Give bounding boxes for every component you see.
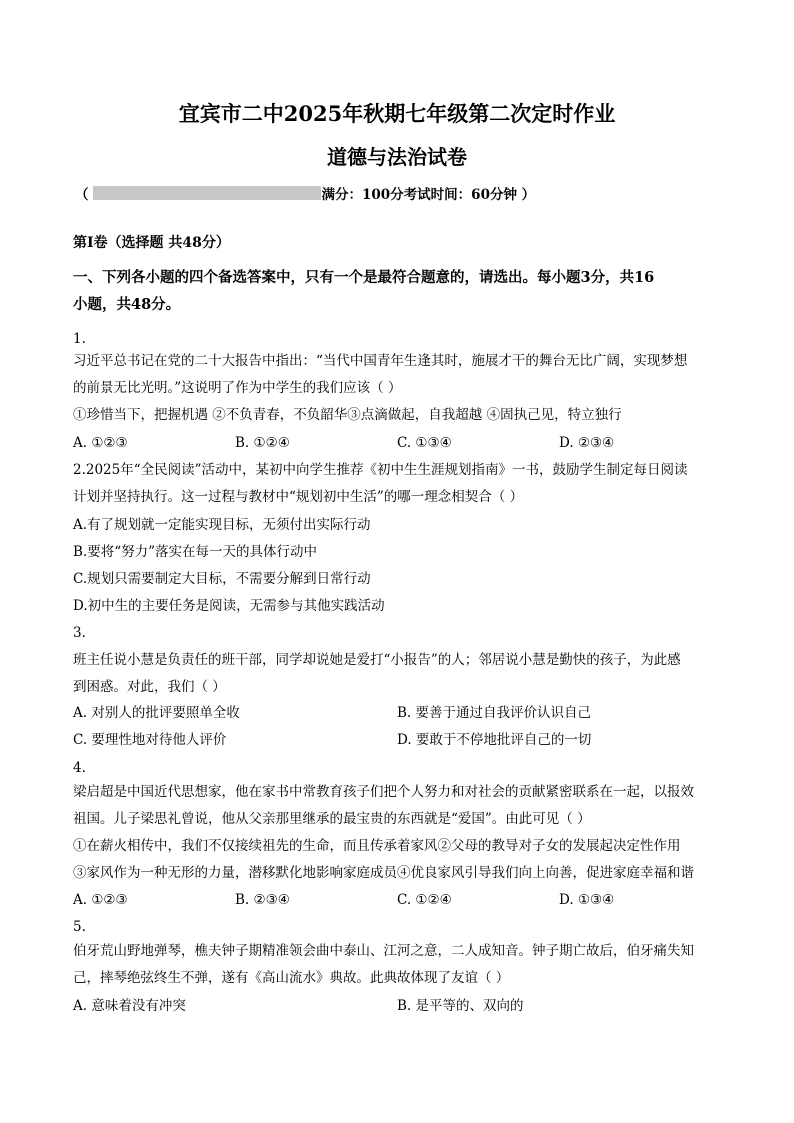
question-stem-line: 的前景无比光明。”这说明了作为中学生的我们应该（ ） bbox=[73, 380, 402, 396]
question-stem-line: 到困惑。对此，我们（ ） bbox=[73, 679, 226, 695]
option-a: A.有了规划就一定能实现目标，无须付出实际行动 bbox=[73, 517, 371, 533]
option-a: A. 意味着没有冲突 bbox=[73, 998, 186, 1014]
question-number: 3. bbox=[73, 625, 86, 641]
question-stem-line: ①珍惜当下，把握机遇 ②不负青春，不负韶华③点滴做起，自我超越 ④固执己见，特立独行 bbox=[73, 407, 622, 423]
section-instruction-line2: 小题，共48分。 bbox=[73, 296, 181, 313]
question-stem-line: 班主任说小慧是负责任的班干部，同学却说她是爱打“小报告”的人；邻居说小慧是勤快的孩子，为此感 bbox=[73, 652, 681, 668]
redacted-block bbox=[93, 186, 321, 200]
exam-info-line bbox=[75, 183, 535, 203]
question-number: 4. bbox=[73, 760, 86, 776]
option-a: A. ①②③ bbox=[73, 435, 128, 451]
option-d: D. ②③④ bbox=[559, 435, 615, 451]
question-stem-line: 己，摔琴绝弦终生不弹，遂有《高山流水》典故。此典故体现了友谊（ ） bbox=[73, 970, 510, 986]
question-stem-line: ①在薪火相传中，我们不仅接续祖先的生命，而且传承着家风②父母的教导对子女的发展起决定性作用 bbox=[73, 838, 681, 854]
exam-subtitle: 道德与法治试卷 bbox=[327, 145, 467, 169]
option-a: A. ①②③ bbox=[73, 892, 128, 908]
question-stem-line: ③家风作为一种无形的力量，潜移默化地影响家庭成员④优良家风引导我们向上向善，促进家庭幸福和谐 bbox=[73, 865, 694, 881]
option-b: B.要将“努力”落实在每一天的具体行动中 bbox=[73, 544, 318, 560]
info-open-paren: （ bbox=[75, 187, 89, 203]
option-d: D. ①③④ bbox=[559, 892, 615, 908]
option-c: C. ①②④ bbox=[397, 892, 452, 908]
exam-title: 宜宾市二中2025年秋期七年级第二次定时作业 bbox=[178, 101, 616, 126]
section-title: 第Ⅰ卷（选择题 共48分） bbox=[73, 235, 230, 251]
question-stem-line: 计划并坚持执行。这一过程与教材中“规划初中生活”的哪一理念相契合（ ） bbox=[73, 489, 524, 505]
option-d: D.初中生的主要任务是阅读，无需参与其他实践活动 bbox=[73, 598, 385, 614]
option-b: B. ②③④ bbox=[235, 892, 290, 908]
option-a: A. 对别人的批评要照单全收 bbox=[73, 705, 240, 721]
question-number: 5. bbox=[73, 919, 86, 935]
option-c: C. ①③④ bbox=[397, 435, 452, 451]
section-instruction-line1: 一、下列各小题的四个备选答案中，只有一个是最符合题意的，请选出。每小题3分，共16 bbox=[73, 269, 655, 286]
question-stem-line: 伯牙荒山野地弹琴，樵夫钟子期精准领会曲中泰山、江河之意，二人成知音。钟子期亡故后，伯牙痛失知 bbox=[73, 943, 694, 959]
option-b: B. 是平等的、双向的 bbox=[397, 998, 524, 1014]
question-stem-line: 梁启超是中国近代思想家，他在家书中常教育孩子们把个人努力和对社会的贡献紧密联系在一起，以报效 bbox=[73, 784, 694, 800]
question-stem-line: 祖国。儿子梁思礼曾说，他从父亲那里继承的最宝贵的东西就是“爱国”。由此可见（ ） bbox=[73, 811, 591, 827]
option-c: C.规划只需要制定大目标，不需要分解到日常行动 bbox=[73, 571, 371, 587]
question-stem-line: 2.2025年“全民阅读”活动中，某初中向学生推荐《初中生生涯规划指南》一书，鼓励学生制定每日阅读 bbox=[73, 462, 688, 478]
option-b: B. 要善于通过自我评价认识自己 bbox=[397, 705, 592, 721]
info-score-time: 满分：100分考试时间：60分钟 ） bbox=[321, 187, 536, 203]
option-d: D. 要敢于不停地批评自己的一切 bbox=[397, 732, 592, 748]
option-b: B. ①②④ bbox=[235, 435, 290, 451]
question-number: 1. bbox=[73, 331, 86, 347]
option-c: C. 要理性地对待他人评价 bbox=[73, 732, 227, 748]
question-stem-line: 习近平总书记在党的二十大报告中指出：“当代中国青年生逢其时，施展才干的舞台无比广阔，实现梦想 bbox=[73, 353, 688, 369]
